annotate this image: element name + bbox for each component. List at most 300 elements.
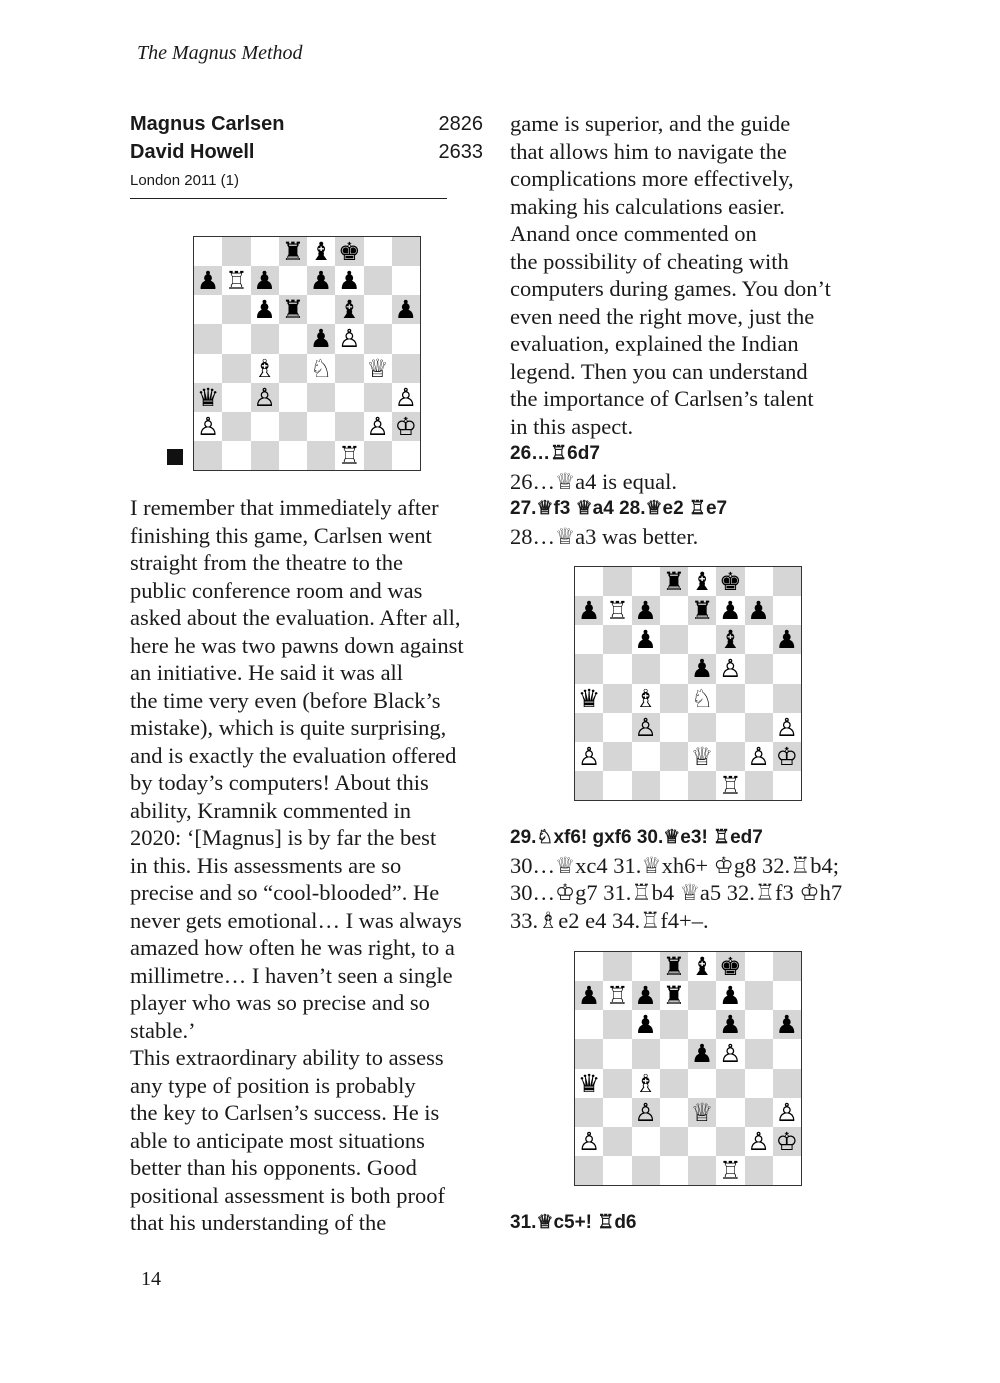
board-square xyxy=(688,1069,716,1098)
board-square xyxy=(392,412,420,441)
black-player-row xyxy=(130,138,483,166)
black-pawn-icon: ♟ xyxy=(775,1010,799,1040)
board-square xyxy=(660,952,688,981)
board-square xyxy=(688,771,716,800)
board-square xyxy=(575,742,603,771)
board-square xyxy=(660,981,688,1010)
board-square xyxy=(194,324,222,353)
white-rook-icon: ♖ xyxy=(225,266,248,296)
board-square xyxy=(575,596,603,625)
board-square xyxy=(716,742,744,771)
board-square xyxy=(660,1039,688,1068)
variation-30-line-1: 30…♕xc4 31.♕xh6+ ♔g8 32.♖b4; xyxy=(510,852,839,878)
white-rook-icon: ♖ xyxy=(606,596,629,626)
board-square xyxy=(575,981,603,1010)
board-square xyxy=(603,1010,631,1039)
board-square xyxy=(279,324,307,353)
right-column-text xyxy=(510,110,870,550)
board-square xyxy=(364,441,392,470)
white-bishop-icon: ♗ xyxy=(634,1068,657,1098)
text-line: the possibility of cheating with xyxy=(510,248,789,274)
text-line: that allows him to navigate the xyxy=(510,138,787,164)
board-square xyxy=(307,383,335,412)
text-line: computers during games. You don’t xyxy=(510,276,831,301)
board-square xyxy=(660,596,688,625)
text-line: ability, Kramnik commented in xyxy=(130,797,411,823)
board-square xyxy=(194,412,222,441)
board-square xyxy=(575,771,603,800)
board-square xyxy=(335,441,363,470)
board-square xyxy=(603,952,631,981)
text-line: the time very even (before Black’s xyxy=(130,687,441,713)
black-king-icon: ♚ xyxy=(719,567,742,597)
board-square xyxy=(632,1069,660,1098)
text-line: Anand once commented on xyxy=(510,221,757,246)
text-line: game is superior, and the guide xyxy=(510,111,791,136)
board-square xyxy=(392,383,420,412)
board-square xyxy=(335,295,363,324)
white-bishop-icon: ♗ xyxy=(634,683,657,713)
board-square xyxy=(660,625,688,654)
board-square xyxy=(335,266,363,295)
white-knight-icon: ♘ xyxy=(690,683,714,713)
board-square xyxy=(603,713,631,742)
black-pawn-icon: ♟ xyxy=(577,596,601,626)
board-square xyxy=(279,266,307,295)
text-line: any type of position is probably xyxy=(130,1072,416,1098)
board-square xyxy=(279,412,307,441)
board-square xyxy=(575,1127,603,1156)
board-square xyxy=(364,383,392,412)
board-square xyxy=(688,567,716,596)
board-square xyxy=(716,625,744,654)
board-square xyxy=(773,952,801,981)
board-square xyxy=(392,295,420,324)
text-line: in this aspect. xyxy=(510,413,634,439)
board-square xyxy=(279,354,307,383)
board-square xyxy=(364,354,392,383)
board-square xyxy=(222,412,250,441)
board-square xyxy=(716,596,744,625)
text-line: even need the right move, just the xyxy=(510,303,815,329)
moves-29-30: 29.♘xf6! gxf6 30.♕e3! ♖ed7 xyxy=(510,827,763,848)
black-pawn-icon: ♟ xyxy=(196,266,220,296)
white-pawn-icon: ♙ xyxy=(775,1097,799,1127)
black-to-move-marker xyxy=(167,449,183,465)
board-square xyxy=(575,713,603,742)
text-line: able to anticipate most situations xyxy=(130,1127,425,1153)
board-square xyxy=(251,324,279,353)
board-square xyxy=(660,1127,688,1156)
text-line: I remember that immediately after xyxy=(130,495,439,520)
text-line: positional assessment is both proof xyxy=(130,1182,445,1208)
black-pawn-icon: ♟ xyxy=(719,596,742,626)
board-square xyxy=(660,771,688,800)
board-square xyxy=(716,981,744,1010)
board-square xyxy=(632,1010,660,1039)
board-square xyxy=(688,1156,716,1185)
text-line: stable.’ xyxy=(130,1017,196,1043)
page-number: 14 xyxy=(141,1268,161,1290)
board-square xyxy=(364,324,392,353)
board-square xyxy=(603,742,631,771)
text-line: player who was so precise and so xyxy=(130,990,430,1015)
board-square xyxy=(773,1069,801,1098)
board-square xyxy=(603,1039,631,1068)
board-square xyxy=(773,1039,801,1068)
board-square xyxy=(716,713,744,742)
board-square xyxy=(307,295,335,324)
text-line: legend. Then you can understand xyxy=(510,358,808,384)
board-square xyxy=(660,567,688,596)
board-square xyxy=(307,266,335,295)
text-line: public conference room and was xyxy=(130,577,423,603)
black-queen-icon: ♛ xyxy=(196,382,220,412)
board-square xyxy=(307,324,335,353)
board-square xyxy=(632,1098,660,1127)
right-column-middle xyxy=(510,824,890,934)
board-square xyxy=(660,684,688,713)
board-square xyxy=(660,1098,688,1127)
board-square xyxy=(603,567,631,596)
white-pawn-icon: ♙ xyxy=(577,1126,601,1156)
black-pawn-icon: ♟ xyxy=(747,596,770,626)
board-square xyxy=(335,354,363,383)
moves-27-28: 27.♕f3 ♕a4 28.♕e2 ♖e7 xyxy=(510,498,728,519)
white-player-rating: 2826 xyxy=(438,113,483,135)
board-square xyxy=(660,1069,688,1098)
board-square xyxy=(632,771,660,800)
board-square xyxy=(773,981,801,1010)
white-player-row xyxy=(130,110,483,138)
black-bishop-icon: ♝ xyxy=(338,295,361,325)
black-rook-icon: ♜ xyxy=(690,596,714,626)
board-square xyxy=(745,1127,773,1156)
text-line: This extraordinary ability to assess xyxy=(130,1045,444,1070)
white-rook-icon: ♖ xyxy=(719,770,742,800)
board-square xyxy=(222,354,250,383)
board-square xyxy=(773,567,801,596)
board-square xyxy=(745,1098,773,1127)
white-pawn-icon: ♙ xyxy=(634,712,657,742)
board-square xyxy=(603,1156,631,1185)
board-square xyxy=(575,952,603,981)
black-rook-icon: ♜ xyxy=(281,237,305,267)
board-square xyxy=(603,771,631,800)
board-square xyxy=(251,295,279,324)
board-square xyxy=(773,1156,801,1185)
black-player-rating: 2633 xyxy=(438,141,483,163)
board-square xyxy=(745,713,773,742)
variation-30-line-3: 33.♗e2 e4 34.♖f4+–. xyxy=(510,907,709,933)
black-pawn-icon: ♟ xyxy=(634,1010,657,1040)
board-square xyxy=(716,952,744,981)
board-square xyxy=(716,1098,744,1127)
black-pawn-icon: ♟ xyxy=(775,625,799,655)
board-square xyxy=(603,684,631,713)
black-bishop-icon: ♝ xyxy=(719,625,742,655)
board-square xyxy=(575,654,603,683)
text-line: in this. His assessments are so xyxy=(130,852,402,878)
board-square xyxy=(222,383,250,412)
white-rook-icon: ♖ xyxy=(606,981,629,1011)
board-square xyxy=(335,324,363,353)
black-pawn-icon: ♟ xyxy=(634,625,657,655)
white-queen-icon: ♕ xyxy=(690,1097,714,1127)
white-pawn-icon: ♙ xyxy=(338,324,361,354)
board-square xyxy=(688,1098,716,1127)
black-pawn-icon: ♟ xyxy=(253,266,276,296)
board-square xyxy=(688,1039,716,1068)
text-line: mistake), which is quite surprising, xyxy=(130,715,447,740)
move-31: 31.♕c5+! ♖d6 xyxy=(510,1212,637,1233)
board-square xyxy=(773,1010,801,1039)
board-square xyxy=(688,742,716,771)
board-square xyxy=(688,684,716,713)
board-square xyxy=(688,1010,716,1039)
board-square xyxy=(194,295,222,324)
board-square xyxy=(603,596,631,625)
black-pawn-icon: ♟ xyxy=(309,324,333,354)
board-square xyxy=(194,383,222,412)
board-square xyxy=(632,684,660,713)
board-square xyxy=(688,654,716,683)
board-square xyxy=(773,1127,801,1156)
text-line: complications more effectively, xyxy=(510,166,794,191)
board-square xyxy=(575,684,603,713)
text-line: evaluation, explained the Indian xyxy=(510,331,799,356)
board-square xyxy=(660,713,688,742)
board-square xyxy=(575,1039,603,1068)
board-square xyxy=(603,625,631,654)
text-line: never gets emotional… I was always xyxy=(130,907,462,933)
black-pawn-icon: ♟ xyxy=(690,654,714,684)
white-pawn-icon: ♙ xyxy=(577,741,601,771)
white-pawn-icon: ♙ xyxy=(394,382,418,412)
board-square xyxy=(745,1069,773,1098)
board-square xyxy=(773,654,801,683)
text-line: making his calculations easier. xyxy=(510,193,785,219)
board-square xyxy=(603,1127,631,1156)
black-bishop-icon: ♝ xyxy=(690,567,714,597)
board-square xyxy=(575,1010,603,1039)
board-square xyxy=(745,625,773,654)
board-square xyxy=(603,981,631,1010)
board-square xyxy=(279,237,307,266)
board-square xyxy=(632,952,660,981)
board-square xyxy=(632,625,660,654)
board-square xyxy=(364,237,392,266)
black-pawn-icon: ♟ xyxy=(394,295,418,325)
board-square xyxy=(745,567,773,596)
text-line: and is exactly the evaluation offered xyxy=(130,742,457,768)
board-square xyxy=(307,441,335,470)
board-square xyxy=(688,981,716,1010)
white-pawn-icon: ♙ xyxy=(634,1097,657,1127)
white-knight-icon: ♘ xyxy=(309,353,333,383)
board-square xyxy=(392,441,420,470)
black-bishop-icon: ♝ xyxy=(309,237,333,267)
black-king-icon: ♚ xyxy=(338,237,361,267)
board-square xyxy=(392,324,420,353)
board-square xyxy=(688,952,716,981)
white-pawn-icon: ♙ xyxy=(775,712,799,742)
board-square xyxy=(575,1069,603,1098)
board-square xyxy=(279,441,307,470)
board-square xyxy=(194,266,222,295)
board-square xyxy=(222,295,250,324)
board-square xyxy=(632,981,660,1010)
board-square xyxy=(632,713,660,742)
black-pawn-icon: ♟ xyxy=(309,266,333,296)
text-line: precise and so “cool-blooded”. He xyxy=(130,880,440,905)
board-square xyxy=(745,771,773,800)
board-square xyxy=(307,354,335,383)
board-square xyxy=(773,596,801,625)
comment-28: 28…♕a3 was better. xyxy=(510,523,699,549)
board-square xyxy=(251,237,279,266)
board-square xyxy=(364,266,392,295)
board-square xyxy=(660,654,688,683)
white-king-icon: ♔ xyxy=(394,411,418,441)
board-square xyxy=(773,771,801,800)
text-line: an initiative. He said it was all xyxy=(130,660,404,685)
board-square xyxy=(716,1039,744,1068)
board-square xyxy=(745,1156,773,1185)
board-square xyxy=(575,567,603,596)
board-square xyxy=(392,266,420,295)
text-line: asked about the evaluation. After all, xyxy=(130,605,461,630)
board-square xyxy=(364,295,392,324)
text-line: here he was two pawns down against xyxy=(130,632,464,658)
board-square xyxy=(688,625,716,654)
chess-diagram-3 xyxy=(574,951,802,1186)
board-square xyxy=(575,1156,603,1185)
white-pawn-icon: ♙ xyxy=(253,382,276,412)
board-square xyxy=(773,625,801,654)
board-square xyxy=(194,237,222,266)
black-pawn-icon: ♟ xyxy=(634,981,657,1011)
board-square xyxy=(603,1069,631,1098)
left-column-text xyxy=(130,494,490,1237)
board-square xyxy=(716,567,744,596)
board-square xyxy=(392,354,420,383)
text-line: by today’s computers! About this xyxy=(130,770,429,795)
board-square xyxy=(716,684,744,713)
white-king-icon: ♔ xyxy=(775,741,799,771)
black-king-icon: ♚ xyxy=(719,952,742,982)
board-square xyxy=(335,237,363,266)
board-square xyxy=(745,654,773,683)
board-square xyxy=(745,596,773,625)
black-rook-icon: ♜ xyxy=(662,567,686,597)
white-king-icon: ♔ xyxy=(775,1126,799,1156)
board-square xyxy=(660,742,688,771)
board-square xyxy=(392,237,420,266)
move-26: 26…♖6d7 xyxy=(510,443,600,464)
board-square xyxy=(773,742,801,771)
board-square xyxy=(745,742,773,771)
white-pawn-icon: ♙ xyxy=(196,411,220,441)
black-pawn-icon: ♟ xyxy=(690,1039,714,1069)
board-square xyxy=(632,742,660,771)
board-square xyxy=(716,1010,744,1039)
white-pawn-icon: ♙ xyxy=(747,741,770,771)
board-square xyxy=(745,1039,773,1068)
board-square xyxy=(364,412,392,441)
board-square xyxy=(716,654,744,683)
board-square xyxy=(773,684,801,713)
board-square xyxy=(660,1010,688,1039)
text-line: better than his opponents. Good xyxy=(130,1155,417,1180)
black-rook-icon: ♜ xyxy=(281,295,305,325)
board-square xyxy=(632,1039,660,1068)
white-pawn-icon: ♙ xyxy=(719,654,742,684)
text-line: finishing this game, Carlsen went xyxy=(130,522,432,548)
board-square xyxy=(745,981,773,1010)
board-square xyxy=(688,1127,716,1156)
black-bishop-icon: ♝ xyxy=(690,952,714,982)
board-square xyxy=(603,654,631,683)
text-line: that his understanding of the xyxy=(130,1210,387,1235)
black-rook-icon: ♜ xyxy=(662,981,686,1011)
text-line: straight from the theatre to the xyxy=(130,550,404,575)
black-pawn-icon: ♟ xyxy=(577,981,601,1011)
board-square xyxy=(716,1069,744,1098)
board-square xyxy=(279,295,307,324)
running-head: The Magnus Method xyxy=(137,42,303,64)
board-square xyxy=(251,383,279,412)
black-pawn-icon: ♟ xyxy=(338,266,361,296)
white-pawn-icon: ♙ xyxy=(747,1126,770,1156)
board-square xyxy=(575,1098,603,1127)
chess-diagram-2 xyxy=(574,566,802,801)
text-line: the importance of Carlsen’s talent xyxy=(510,386,814,411)
text-line: amazed how often he was right, to a xyxy=(130,935,455,960)
board-square xyxy=(307,412,335,441)
board-square xyxy=(632,1156,660,1185)
board-square xyxy=(688,596,716,625)
board-square xyxy=(222,237,250,266)
board-square xyxy=(745,952,773,981)
game-header xyxy=(130,110,483,189)
board-square xyxy=(660,1156,688,1185)
black-queen-icon: ♛ xyxy=(577,683,601,713)
board-square xyxy=(688,713,716,742)
chess-diagram-1 xyxy=(193,236,421,471)
board-square xyxy=(773,1098,801,1127)
text-line: the key to Carlsen’s success. He is xyxy=(130,1100,440,1125)
board-square xyxy=(222,441,250,470)
board-square xyxy=(222,324,250,353)
board-square xyxy=(716,771,744,800)
board-square xyxy=(575,625,603,654)
black-pawn-icon: ♟ xyxy=(634,596,657,626)
board-square xyxy=(632,567,660,596)
white-queen-icon: ♕ xyxy=(366,353,389,383)
white-queen-icon: ♕ xyxy=(690,741,714,771)
white-bishop-icon: ♗ xyxy=(253,353,276,383)
text-line: 2020: ‘[Magnus] is by far the best xyxy=(130,825,437,850)
board-square xyxy=(632,596,660,625)
comment-26: 26…♕a4 is equal. xyxy=(510,468,678,494)
board-square xyxy=(603,1098,631,1127)
board-square xyxy=(335,412,363,441)
board-square xyxy=(716,1156,744,1185)
game-info: London 2011 (1) xyxy=(130,172,239,189)
board-square xyxy=(335,383,363,412)
board-square xyxy=(251,266,279,295)
